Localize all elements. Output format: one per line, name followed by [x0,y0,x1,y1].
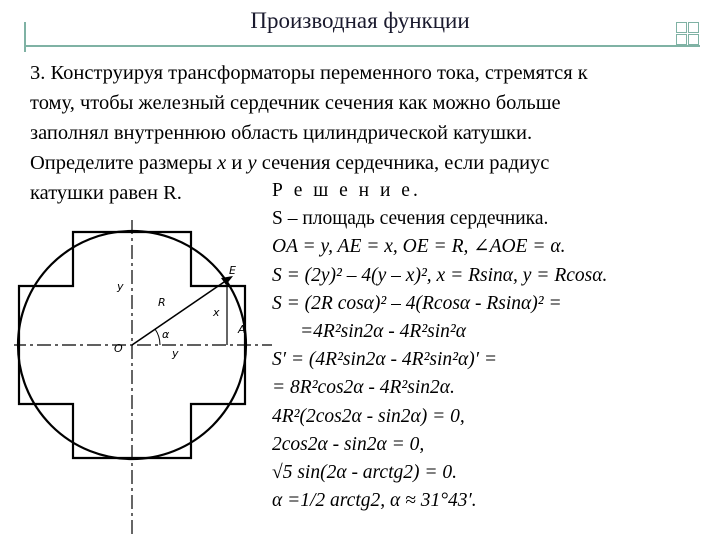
solution-heading: Р е ш е н и е. [272,180,421,201]
solution-line: =4R²sin2α - 4R²sin²α [300,321,466,343]
solution-line: = 8R²cos2α - 4R²sin2α. [272,377,455,399]
decor-square [676,34,687,45]
decor-square [676,22,687,33]
problem-line: заполнял внутреннюю область цилиндрической катушки. [30,122,533,144]
label-x: x [213,306,220,319]
problem-line: 3. Конструируя трансформаторы переменного тока, стремятся к [30,62,588,84]
var-y: y [247,152,257,174]
solution-line: 2cos2α - sin2α = 0, [272,433,425,455]
decor-square [688,34,699,45]
angle-arc [155,329,160,345]
solution-block [272,177,712,515]
problem-line [30,148,700,178]
problem-line: катушки равен R. [30,182,182,204]
decor-square [688,22,699,33]
solution-line: α =1/2 arctg2, α ≈ 31°43′. [272,490,477,512]
problem-text: сечения сердечника, если радиус [256,152,550,174]
core-cross-section-figure [14,190,274,540]
title-rule [24,45,700,47]
problem-text: Определите размеры [30,152,218,174]
label-O: O [114,342,123,355]
label-alpha: α [162,328,170,341]
solution-line: S – площадь сечения сердечника. [272,208,549,230]
solution-line: OA = y, AE = x, OE = R, ∠AOE = α. [272,236,566,258]
label-E: E [229,264,236,277]
label-y-horizontal: y [172,347,179,360]
label-R: R [158,296,166,309]
solution-line: √5 sin(2α - arctg2) = 0. [272,462,458,484]
solution-line: 4R²(2cos2α - sin2α) = 0, [272,405,465,427]
problem-line: тому, чтобы железный сердечник сечения как можно больше [30,92,561,114]
problem-text: и [226,152,248,174]
label-y-vertical: y [117,280,124,293]
label-A: A [238,323,246,336]
var-x: x [217,152,227,174]
solution-line: S = (2R cosα)² – 4(Rcosα - Rsinα)² = [272,292,562,314]
solution-line: S = (2y)² – 4(y – x)², x = Rsinα, y = Rcosα. [272,264,608,286]
title-rule-vertical [24,22,26,52]
page-title: Производная функции [250,8,470,33]
figure-svg [14,190,274,540]
solution-line: S′ = (4R²sin2α - 4R²sin²α)′ = [272,349,498,371]
